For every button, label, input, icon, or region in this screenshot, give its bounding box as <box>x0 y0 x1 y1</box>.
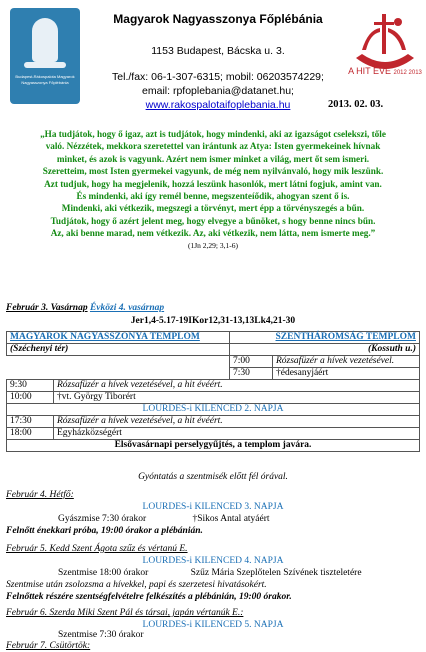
church-left-name: MAGYAROK NAGYASSZONYA TEMPLOM <box>7 332 230 344</box>
table-row <box>7 332 420 344</box>
collection-row: Elsővasárnapi perselygyűjtés, a templom javára. <box>7 440 420 452</box>
parish-phone: Tel./fax: 06-1-307-6315; mobil: 06203574229; <box>112 71 324 83</box>
feb4-day: Február 4. Hétfő: <box>6 490 74 500</box>
quote-line: Mindenki, aki vétkezik, megszegi a törvényt, mert épp a törvényszegés a bűn. <box>61 203 365 214</box>
quote-line: minket, és azok is vagyunk. Azért nem ismer minket a világ, mert őt sem ismeri. <box>56 153 370 164</box>
quote-line: Szeretteim, most Isten gyermekei vagyunk, de még nem nyilvánvaló, hogy mik leszünk. <box>42 166 384 177</box>
feb4-note: Felnőtt énekkari próba, 19:00 órakor a plébánián. <box>6 526 203 536</box>
table-row <box>7 416 420 428</box>
feb4-kilenced: LOURDES-i KILENCED 3. NAPJA <box>142 502 284 512</box>
quote-line: „Ha tudjátok, hogy ő igaz, azt is tudjátok, hogy mindenki, aki az igazságot cselekszi, tőle <box>40 129 386 139</box>
feb5-note-1: Szentmise után zsolozsma a hívekkel, papi és szerzetesi hivatásokért. <box>6 580 267 590</box>
table-row <box>7 380 420 392</box>
feb3-liturgy: Évközi 4. vasárnap <box>89 303 165 313</box>
feb6-mass: Szentmise 7:30 órakor <box>58 630 144 640</box>
event-cell: †vt. György Tiborért <box>54 392 420 404</box>
parish-email[interactable]: email: rpfoplebania@datanet.hu; <box>142 85 294 97</box>
feb5-mass-line <box>6 567 420 579</box>
parish-address: 1153 Budapest, Bácska u. 3. <box>151 45 285 57</box>
feb5-mass: Szentmise 18:00 órakor <box>58 568 149 578</box>
feb6-day: Február 6. Szerda Miki Szent Pál és társai, japán vértanúk E.: <box>6 608 244 618</box>
feb5-day: Február 5. Kedd Szent Ágota szűz és vértanú E. <box>6 544 188 554</box>
scripture-quote <box>8 128 418 252</box>
feb4-mass-line <box>6 513 420 525</box>
event-cell: Egyházközségért <box>54 428 420 440</box>
quote-line: Az, aki benne marad, nem vétkezik. Az, aki vétkezik, nem látta, nem ismerte meg.” <box>50 228 376 239</box>
quote-reference: (1Jn 2,29; 3,1-6) <box>188 240 238 250</box>
table-row <box>7 404 420 416</box>
year-of-faith-caption: A HIT ÉVE 2012 2013 <box>348 66 422 76</box>
feb3-heading <box>6 302 420 314</box>
feb5-intention: Szűz Mária Szeplőtelen Szívének tiszteletére <box>190 568 362 578</box>
time-cell: 9:30 <box>7 380 54 392</box>
parish-website-link[interactable]: www.rakospalotaifoplebania.hu <box>145 99 291 111</box>
table-row <box>7 356 420 368</box>
mass-schedule-table <box>6 331 420 452</box>
bulletin-date: 2013. 02. 03. <box>328 99 384 110</box>
feb4-mass: Gyászmise 7:30 órakor <box>58 514 147 524</box>
table-row <box>7 440 420 452</box>
feb5-kilenced: LOURDES-i KILENCED 4. NAPJA <box>142 556 284 566</box>
time-cell: 17:30 <box>7 416 54 428</box>
time-cell: 7:30 <box>229 368 272 380</box>
feb7-day: Február 7. Csütörtök: <box>6 641 91 651</box>
quote-line: Tudjátok, hogy ő azért jelent meg, hogy elvegye a bűnöket, s hogy benne nincs bűn. <box>50 215 376 226</box>
table-row <box>7 344 420 356</box>
church-right-name: SZENTHÁROMSÁG TEMPLOM <box>229 332 419 344</box>
parish-logo-text: Budapest-Rákospalota Magyarok Nagyasszonya Főplébánia <box>15 74 75 85</box>
madonna-figure-icon <box>32 18 58 62</box>
table-row <box>7 428 420 440</box>
parish-title: Magyarok Nagyasszonya Főplébánia <box>113 12 323 26</box>
time-cell: 7:00 <box>229 356 272 368</box>
feb5-note-2: Felnőttek részére szentségfelvételre felkészítés a plébánián, 19:00 órakor. <box>6 592 292 602</box>
time-cell: 18:00 <box>7 428 54 440</box>
feb3-readings: Jer1,4-5.17-19IKor12,31-13,13Lk4,21-30 <box>130 316 296 326</box>
parish-logo <box>10 8 80 104</box>
quote-line: És mindenki, aki így remél benne, megszenteíődik, ahogyan szent ő is. <box>76 191 350 202</box>
church-left-location: (Széchenyi tér) <box>7 344 230 356</box>
time-cell: 10:00 <box>7 392 54 404</box>
quote-line: való. Nézzétek, mekkora szeretettel van irántunk az Atya: Isten gyermekeinek hívnak <box>45 141 381 152</box>
event-cell: Rózsafüzér a hívek vezetésével, a hit évéért. <box>54 416 420 428</box>
event-cell: Rózsafüzér a hívek vezetésével, a hit évéért. <box>54 380 420 392</box>
table-row <box>7 392 420 404</box>
event-cell: Rózsafüzér a hívek vezetésével. <box>272 356 419 368</box>
church-right-location: (Kossuth u.) <box>229 344 419 356</box>
quote-line: Azt tudjuk, hogy ha megjelenik, hozzá leszünk hasonlók, mert látni fogjuk, amint van. <box>44 178 382 189</box>
event-cell: †édesanyjáért <box>272 368 419 380</box>
kilenced-row: LOURDES-i KILENCED 2. NAPJA <box>7 404 420 416</box>
confession-note: Gyóntatás a szentmisék előtt fél órával. <box>138 472 288 482</box>
feb3-day: Február 3. Vasárnap <box>6 303 88 313</box>
feb4-intention: †Sikos Antal atyáért <box>192 514 270 524</box>
feb6-kilenced: LOURDES-i KILENCED 5. NAPJA <box>142 620 284 630</box>
table-row <box>7 368 420 380</box>
